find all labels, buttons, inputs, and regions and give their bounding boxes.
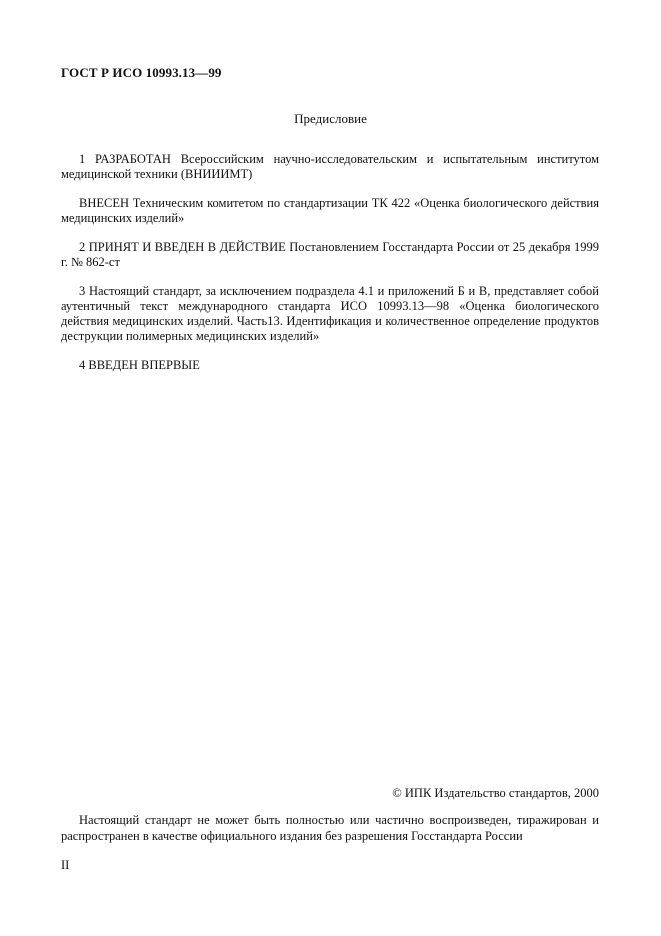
paragraph-first-introduced: 4 ВВЕДЕН ВПЕРВЫЕ: [79, 358, 200, 372]
copyright-line: © ИПК Издательство стандартов, 2000: [392, 786, 599, 800]
section-heading: Предисловие: [294, 111, 367, 126]
paragraph-standard-note: 3 Настоящий стандарт, за исключением подраздела 4.1 и приложений Б и В, представляет собой аутентичный текст международного стандарта ИСО 10993.13—98 «Оценка биологического действия медицинских изделий. Часть13. Идентификация и количественное определение продуктов деструкции полимерных медицинских изделий»: [61, 284, 599, 343]
reproduction-notice: Настоящий стандарт не может быть полностью или частично воспроизведен, тиражирован и распространен в качестве официального издания без разрешения Госстандарта России: [61, 813, 599, 843]
paragraph-developed-by: 1 РАЗРАБОТАН Всероссийским научно-исследовательским и испытательным институтом медицинской техники (ВНИИИМТ): [61, 152, 599, 181]
document-code: ГОСТ Р ИСО 10993.13—99: [61, 65, 222, 80]
paragraph-submitted-by: ВНЕСЕН Техническим комитетом по стандартизации ТК 422 «Оценка биологического действия медицинских изделий»: [61, 196, 599, 225]
paragraph-adopted: 2 ПРИНЯТ И ВВЕДЕН В ДЕЙСТВИЕ Постановлением Госстандарта России от 25 декабря 1999 г. № 862-ст: [61, 240, 599, 269]
foreword-content: [61, 152, 599, 387]
page-number: II: [61, 858, 70, 872]
